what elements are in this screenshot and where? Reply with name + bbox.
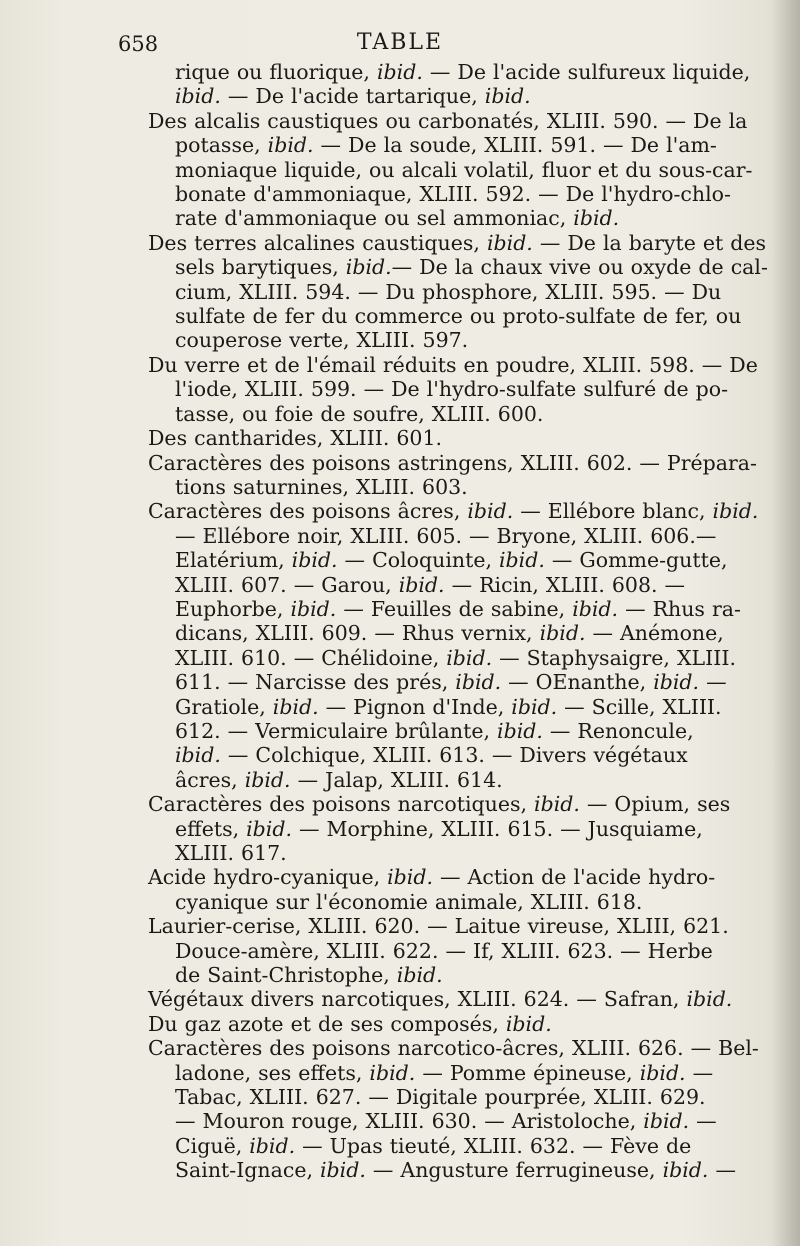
entry-line: XLIII. 610. — Chélidoine, ibid. — Staphysaigre, XLIII. xyxy=(175,645,736,670)
entry-line: Laurier-cerise, XLIII. 620. — Laitue vireuse, XLIII, 621. xyxy=(148,914,729,939)
entry-line: Caractères des poisons narcotico-âcres, XLIII. 626. — Bel- xyxy=(148,1036,759,1061)
entry-line: XLIII. 607. — Garou, ibid. — Ricin, XLIII. 608. — xyxy=(175,572,686,597)
index-entry xyxy=(148,914,760,987)
page-number: 658 xyxy=(118,32,159,56)
entry-line: bonate d'ammoniaque, XLIII. 592. — De l'hydro-chlo- xyxy=(175,182,731,207)
entry-line: dicans, XLIII. 609. — Rhus vernix, ibid. — Anémone, xyxy=(175,621,724,646)
entry-line: Tabac, XLIII. 627. — Digitale pourprée, XLIII. 629. xyxy=(175,1085,706,1110)
entry-line: l'iode, XLIII. 599. — De l'hydro-sulfate sulfuré de po- xyxy=(175,377,728,402)
index-entry xyxy=(148,230,768,353)
index-entry xyxy=(148,109,760,231)
entry-line: cyanique sur l'économie animale, XLIII. 618. xyxy=(175,889,643,914)
entry-line: Caractères des poisons narcotiques, ibid. — Opium, ses xyxy=(148,792,731,817)
entry-line: XLIII. 617. xyxy=(175,841,287,865)
entry-line: Elatérium, ibid. — Coloquinte, ibid. — Gomme-gutte, xyxy=(175,548,728,573)
entry-line: ibid. — Colchique, XLIII. 613. — Divers végétaux xyxy=(175,743,688,768)
entry-line: 611. — Narcisse des prés, ibid. — OEnanthe, ibid. — xyxy=(175,670,727,695)
entry-line: moniaque liquide, ou alcali volatil, fluor et du sous-car- xyxy=(175,157,753,182)
entry-line: Saint-Ignace, ibid. — Angusture ferrugineuse, ibid. — xyxy=(175,1158,736,1183)
index-entry xyxy=(148,1036,760,1182)
index-entry xyxy=(148,1012,760,1036)
entry-line: Gratiole, ibid. — Pignon d'Inde, ibid. — Scille, XLIII. xyxy=(175,694,722,719)
index-entry xyxy=(148,60,760,109)
entry-line: 612. — Vermiculaire brûlante, ibid. — Renoncule, xyxy=(175,718,694,743)
index-entry xyxy=(148,865,760,914)
entry-line: ladone, ses effets, ibid. — Pomme épineuse, ibid. — xyxy=(175,1060,714,1085)
entry-line: — Mouron rouge, XLIII. 630. — Aristoloche, ibid. — xyxy=(175,1109,717,1134)
entry-line: Douce-amère, XLIII. 622. — If, XLIII. 623. — Herbe xyxy=(175,938,713,963)
index-entry xyxy=(148,353,760,426)
index-entry xyxy=(148,426,760,450)
entry-line: Du verre et de l'émail réduits en poudre, XLIII. 598. — De xyxy=(148,352,758,377)
entry-line: cium, XLIII. 594. — Du phosphore, XLIII. 595. — Du xyxy=(175,279,722,304)
entry-line: rique ou fluorique, ibid. — De l'acide sulfureux liquide, xyxy=(175,60,751,84)
entry-line: Végétaux divers narcotiques, XLIII. 624. — Safran, ibid. xyxy=(148,987,733,1012)
entry-line: couperose verte, XLIII. 597. xyxy=(175,328,469,353)
entry-line: sulfate de fer du commerce ou proto-sulfate de fer, ou xyxy=(175,304,742,329)
table-of-contents-body xyxy=(148,60,768,1183)
entry-line: Euphorbe, ibid. — Feuilles de sabine, ibid. — Rhus ra- xyxy=(175,596,741,621)
entry-line: Du gaz azote et de ses composés, ibid. xyxy=(148,1011,552,1036)
entry-line: ibid. — De l'acide tartarique, ibid. xyxy=(175,84,531,109)
entry-line: effets, ibid. — Morphine, XLIII. 615. — Jusquiame, xyxy=(175,816,703,841)
entry-line: potasse, ibid. — De la soude, XLIII. 591. — De l'am- xyxy=(175,133,717,158)
entry-line: Ciguë, ibid. — Upas tieuté, XLIII. 632. — Fève de xyxy=(175,1133,692,1158)
entry-line: âcres, ibid. — Jalap, XLIII. 614. xyxy=(175,767,503,792)
index-entry xyxy=(148,451,760,500)
index-entry xyxy=(148,987,760,1011)
entry-line: tasse, ou foie de soufre, XLIII. 600. xyxy=(175,401,544,426)
running-title: TABLE xyxy=(356,30,444,55)
entry-line: tions saturnines, XLIII. 603. xyxy=(175,474,468,499)
entry-line: Des cantharides, XLIII. 601. xyxy=(148,426,443,451)
entry-line: rate d'ammoniaque ou sel ammoniac, ibid. xyxy=(175,206,620,231)
index-entry xyxy=(148,499,760,792)
entry-line: Caractères des poisons astringens, XLIII. 602. — Prépara- xyxy=(148,450,757,475)
entry-line: de Saint-Christophe, ibid. xyxy=(175,963,443,988)
index-entry xyxy=(148,792,760,865)
entry-line: sels barytiques, ibid.— De la chaux vive ou oxyde de cal- xyxy=(175,255,768,280)
entry-line: Des terres alcalines caustiques, ibid. — De la baryte et des xyxy=(148,230,767,255)
entry-line: — Ellébore noir, XLIII. 605. — Bryone, XLIII. 606.— xyxy=(175,523,717,548)
page-header xyxy=(0,30,800,64)
entry-line: Acide hydro-cyanique, ibid. — Action de l'acide hydro- xyxy=(148,865,716,890)
entry-line: Caractères des poisons âcres, ibid. — Ellébore blanc, ibid. xyxy=(148,499,759,524)
entry-line: Des alcalis caustiques ou carbonatés, XLIII. 590. — De la xyxy=(148,108,748,133)
